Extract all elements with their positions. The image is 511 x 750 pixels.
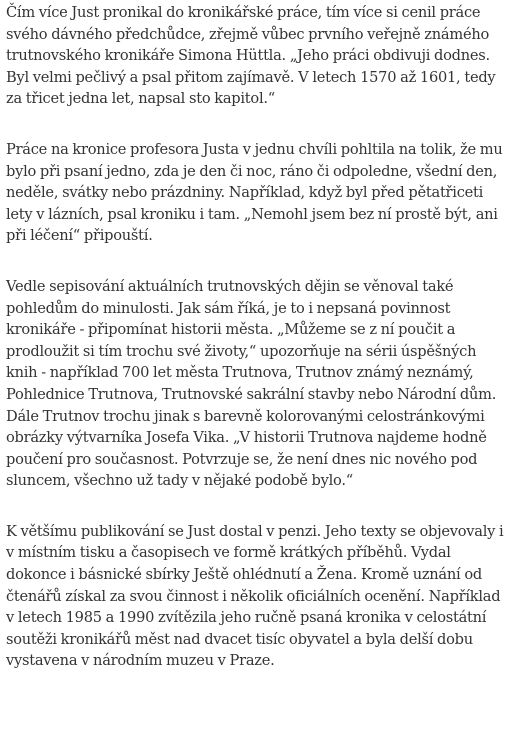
article-paragraph-4: K většímu publikování se Just dostal v penzi. Jeho texty se objevovaly i v místním tisku a časopisech ve formě krátkých příběhů. Vydal dokonce i básnické sbírky Ještě ohlédnutí a Žena. Kromě uznání od čtenářů získal za svou činnost i několik oficiálních ocenění. Například v letech 1985 a 1990 zvítězila jeho ručně psaná kronika v celostátní soutěži kronikářů měst nad dvacet tisíc obyvatel a byla delší dobu vystavena v národním muzeu v Praze. xyxy=(6,522,504,670)
article-paragraph-2: Práce na kronice profesora Justa v jednu chvíli pohltila na tolik, že mu bylo při psaní jedno, zda je den či noc, ráno či odpoledne, všední den, neděle, svátky nebo prázdniny. Například, když byl před pětatřiceti lety v lázních, psal kroniku i tam. „Nemohl jsem bez ní prostě být, ani při léčení“ připouští. xyxy=(6,140,503,245)
article-paragraph-1: Čím více Just pronikal do kronikářské práce, tím více si cenil práce svého dávného předchůdce, zřejmě vůbec prvního veřejně známého trutnovského kronikáře Simona Hüttla. „Jeho práci obdivuji dodnes. Byl velmi pečlivý a psal přitom zajímavě. V letech 1570 až 1601, tedy za třicet jedna let, napsal sto kapitol.“ xyxy=(6,4,496,108)
article-paragraph-3: Vedle sepisování aktuálních trutnovských dějin se věnoval také pohledům do minulosti. Jak sám říká, je to i nepsaná povinnost kronikáře - připomínat historii města. „Můžeme se z ní poučit a prodloužit si tím trochu své životy,“ upozorňuje na sérii úspěšných knih - například 700 let města Trutnova, Trutnov známý neznámý, Pohlednice Trutnova, Trutnovské sakrální stavby nebo Národní dům. Dále Trutnov trochu jinak s barevně kolorovanými celostránkovými obrázky výtvarníka Josefa Vika. „V historii Trutnova najdeme hodně poučení pro současnost. Potvrzuje se, že není dnes nic nového pod sluncem, všechno už tady v nějaké podobě bylo.“ xyxy=(6,277,497,490)
